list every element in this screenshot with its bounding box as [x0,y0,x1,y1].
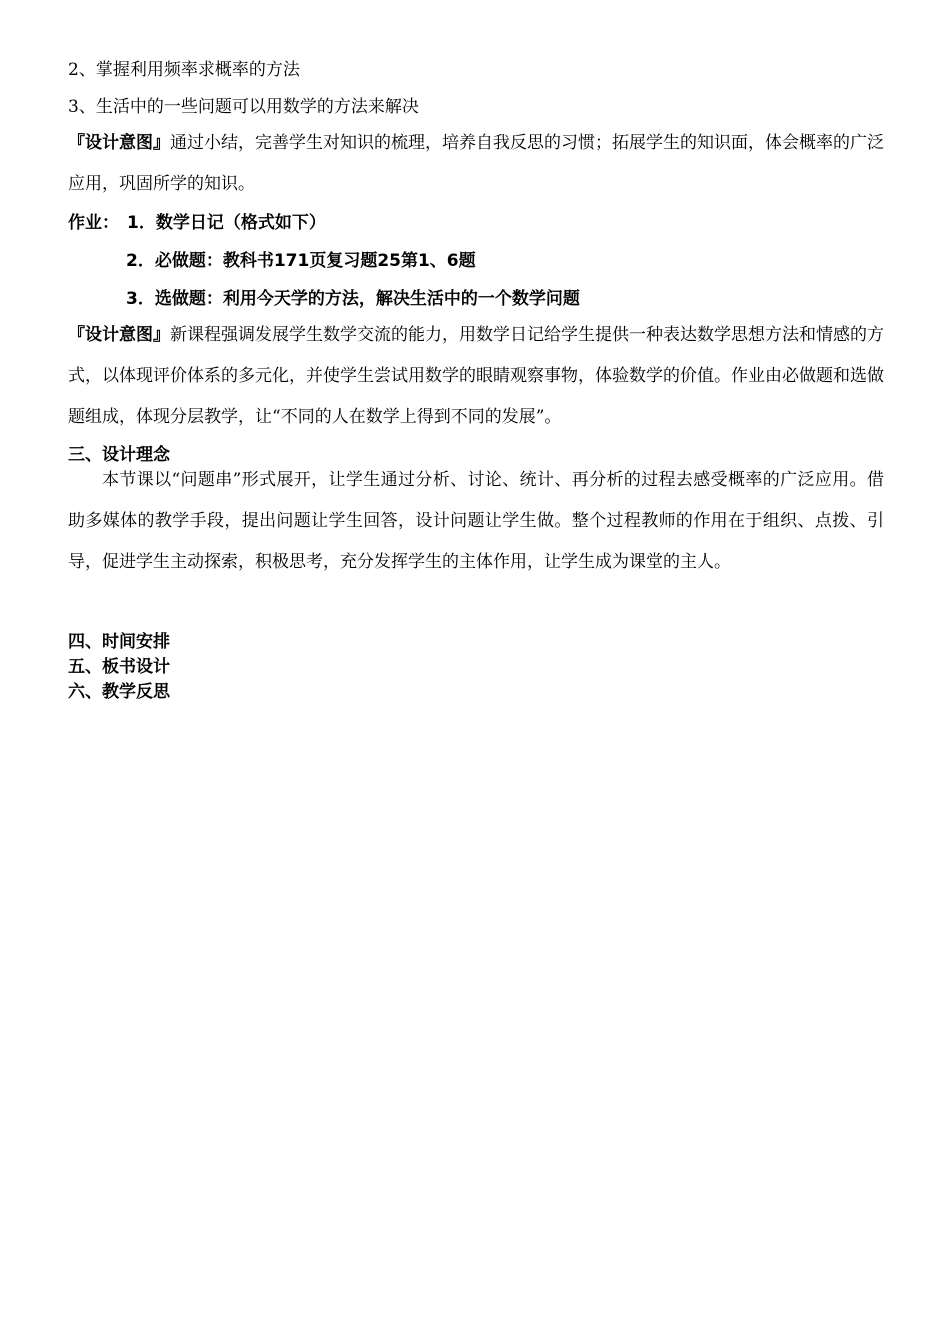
homework-item-2: 2．必做题：教科书171页复习题25第1、6题 [126,251,476,271]
summary-item-2: 2、掌握利用频率求概率的方法 [68,60,300,80]
homework-line-1 [68,213,884,233]
section-heading-time-arrangement: 四、时间安排 [68,632,170,652]
section-heading-board-design: 五、板书设计 [68,657,170,677]
homework-label: 作业： [68,213,119,233]
design-intent-label: 『设计意图』 [68,133,170,153]
homework-item-1: 1．数学日记（格式如下） [127,213,326,233]
design-intent-label: 『设计意图』 [68,325,170,345]
design-intent-paragraph-1 [68,123,884,205]
design-concept-paragraph: 本节课以“问题串”形式展开，让学生通过分析、讨论、统计、再分析的过程去感受概率的广泛应用。借助多媒体的教学手段，提出问题让学生回答，设计问题让学生做。整个过程教师的作用在于组织、点拨、引导，促进学生主动探索，积极思考，充分发挥学生的主体作用，让学生成为课堂的主人。 [68,470,884,572]
design-intent-text: 通过小结，完善学生对知识的梳理，培养自我反思的习惯；拓展学生的知识面，体会概率的广泛应用，巩固所学的知识。 [68,133,884,194]
summary-item-3: 3、生活中的一些问题可以用数学的方法来解决 [68,97,419,117]
design-intent-paragraph-2 [68,315,884,438]
design-intent-text: 新课程强调发展学生数学交流的能力，用数学日记给学生提供一种表达数学思想方法和情感的方式，以体现评价体系的多元化，并使学生尝试用数学的眼睛观察事物，体验数学的价值。作业由必做题和选做题组成，体现分层教学，让“不同的人在数学上得到不同的发展”。 [68,325,884,427]
section-heading-teaching-reflection: 六、教学反思 [68,682,170,702]
homework-item-3: 3．选做题：利用今天学的方法，解决生活中的一个数学问题 [126,289,580,309]
section-heading-design-concept: 三、设计理念 [68,445,170,465]
